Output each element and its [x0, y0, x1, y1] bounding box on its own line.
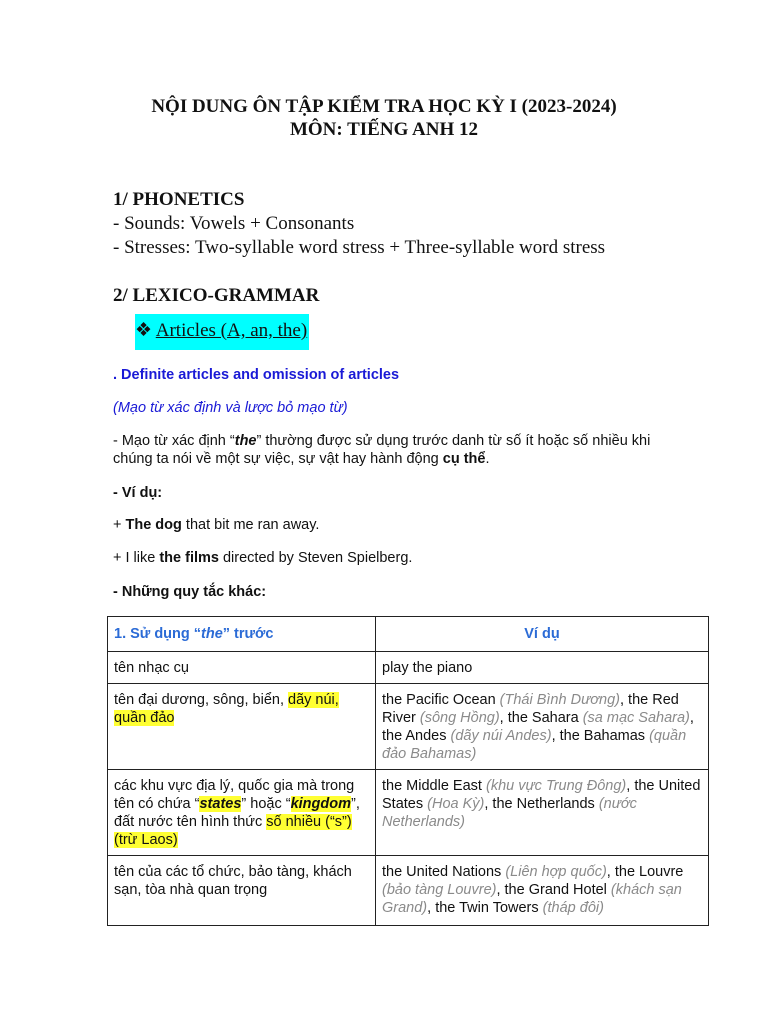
cell-text: the Middle East — [382, 778, 486, 794]
highlighted-text: dãy núi, quần đảo — [114, 692, 339, 726]
highlighted-kingdom: kingdom — [290, 796, 351, 812]
section-heading-phonetics: 1/ PHONETICS — [113, 189, 245, 210]
articles-topic-label: Articles (A, an, the) — [155, 320, 308, 341]
table-cell-example — [376, 684, 709, 770]
translation-text: (dãy núi Andes) — [450, 728, 552, 744]
phonetics-sounds: - Sounds: Vowels + Consonants — [113, 213, 355, 234]
document-title-line1: NỘI DUNG ÔN TẬP KIỂM TRA HỌC KỲ I (2023-2024) — [151, 96, 617, 117]
cell-text: , the Andes — [382, 710, 694, 744]
cell-text: , the Netherlands — [484, 796, 599, 812]
cell-text: , the Grand Hotel — [496, 882, 611, 898]
translation-text: (bảo tàng Louvre) — [382, 882, 497, 898]
table-row — [108, 652, 709, 684]
cell-text: , the Bahamas — [551, 728, 650, 744]
section-heading-lexico-grammar: 2/ LEXICO-GRAMMAR — [113, 285, 320, 306]
cell-text: ” hoặc “ — [241, 796, 291, 812]
document-title-line2: MÔN: TIẾNG ANH 12 — [289, 119, 479, 140]
translation-text: (Liên hợp quốc) — [505, 864, 607, 880]
cell-text: , the Louvre — [606, 864, 684, 880]
header-text-post: ” trước — [222, 626, 274, 642]
articles-topic — [135, 314, 309, 350]
definite-articles-heading: . Definite articles and omission of articles — [113, 367, 400, 383]
cell-text: ”, đất nước tên hình thức — [114, 796, 360, 830]
phonetics-stresses: - Stresses: Two-syllable word stress + Three-syllable word stress — [113, 237, 606, 258]
table-cell-example — [376, 856, 709, 926]
example-label: - Ví dụ: — [113, 485, 163, 501]
header-text: 1. Sử dụng “ — [114, 626, 202, 642]
cell-text: the Pacific Ocean — [382, 692, 500, 708]
table-cell-example: play the piano — [376, 652, 709, 684]
table-cell-example — [376, 770, 709, 856]
example-1-bold: The dog — [125, 517, 182, 533]
desc-text-mid: ” thường được sử dụng trước danh từ số ít hoặc số nhiều khi chúng ta nói về một sự việc, sự vật hay hành động — [113, 433, 651, 467]
table-cell-rule — [108, 770, 376, 856]
table-row — [108, 684, 709, 770]
header-the: the — [201, 626, 223, 642]
table-cell-rule — [108, 684, 376, 770]
diamond-bullet-icon: ❖ — [135, 320, 153, 341]
translation-text: (sông Hồng) — [419, 710, 500, 726]
cell-text: , the Sahara — [499, 710, 583, 726]
other-rules-label: - Những quy tắc khác: — [113, 584, 267, 600]
translation-text: (tháp đôi) — [542, 900, 604, 916]
example-2 — [113, 549, 412, 567]
translation-text: (khách sạn Grand) — [382, 882, 682, 916]
table-header-row — [108, 617, 709, 652]
cell-text: tên đại dương, sông, biển, — [114, 692, 288, 708]
cell-text: , the Red River — [382, 692, 679, 726]
example-1 — [113, 516, 319, 534]
cell-text: , the Twin Towers — [427, 900, 543, 916]
example-1-rest: that bit me ran away. — [181, 517, 320, 533]
definite-articles-subheading: (Mạo từ xác định và lược bỏ mạo từ) — [113, 400, 348, 416]
translation-text: (Thái Bình Dương) — [499, 692, 620, 708]
example-2-rest: directed by Steven Spielberg. — [218, 550, 413, 566]
rules-table — [107, 616, 709, 926]
table-header-example: Ví dụ — [376, 617, 709, 652]
highlighted-text: số nhiều (“s”) (trừ Laos) — [114, 814, 352, 848]
desc-bold: cụ thể — [442, 451, 486, 467]
cell-text: , the United States — [382, 778, 701, 812]
desc-the: the — [234, 433, 257, 449]
cell-text: các khu vực địa lý, quốc gia mà trong tên có chứa “ — [114, 778, 355, 812]
definite-article-description — [113, 432, 683, 468]
example-1-prefix: + — [113, 517, 126, 533]
table-header-usage — [108, 617, 376, 652]
translation-text: (quần đảo Bahamas) — [382, 728, 687, 762]
desc-text: - Mạo từ xác định “ — [113, 433, 235, 449]
translation-text: (sa mạc Sahara) — [582, 710, 690, 726]
table-row — [108, 770, 709, 856]
table-cell-rule: tên nhạc cụ — [108, 652, 376, 684]
highlighted-states: states — [199, 796, 242, 812]
desc-end: . — [485, 451, 490, 467]
translation-text: (khu vực Trung Đông) — [485, 778, 627, 794]
cell-text: the United Nations — [382, 864, 506, 880]
translation-text: (Hoa Kỳ) — [427, 796, 485, 812]
example-2-prefix: + I like — [113, 550, 160, 566]
table-cell-rule: tên của các tổ chức, bảo tàng, khách sạn, tòa nhà quan trọng — [108, 856, 376, 926]
translation-text: (nước Netherlands) — [382, 796, 637, 830]
example-2-bold: the films — [159, 550, 219, 566]
table-row — [108, 856, 709, 926]
